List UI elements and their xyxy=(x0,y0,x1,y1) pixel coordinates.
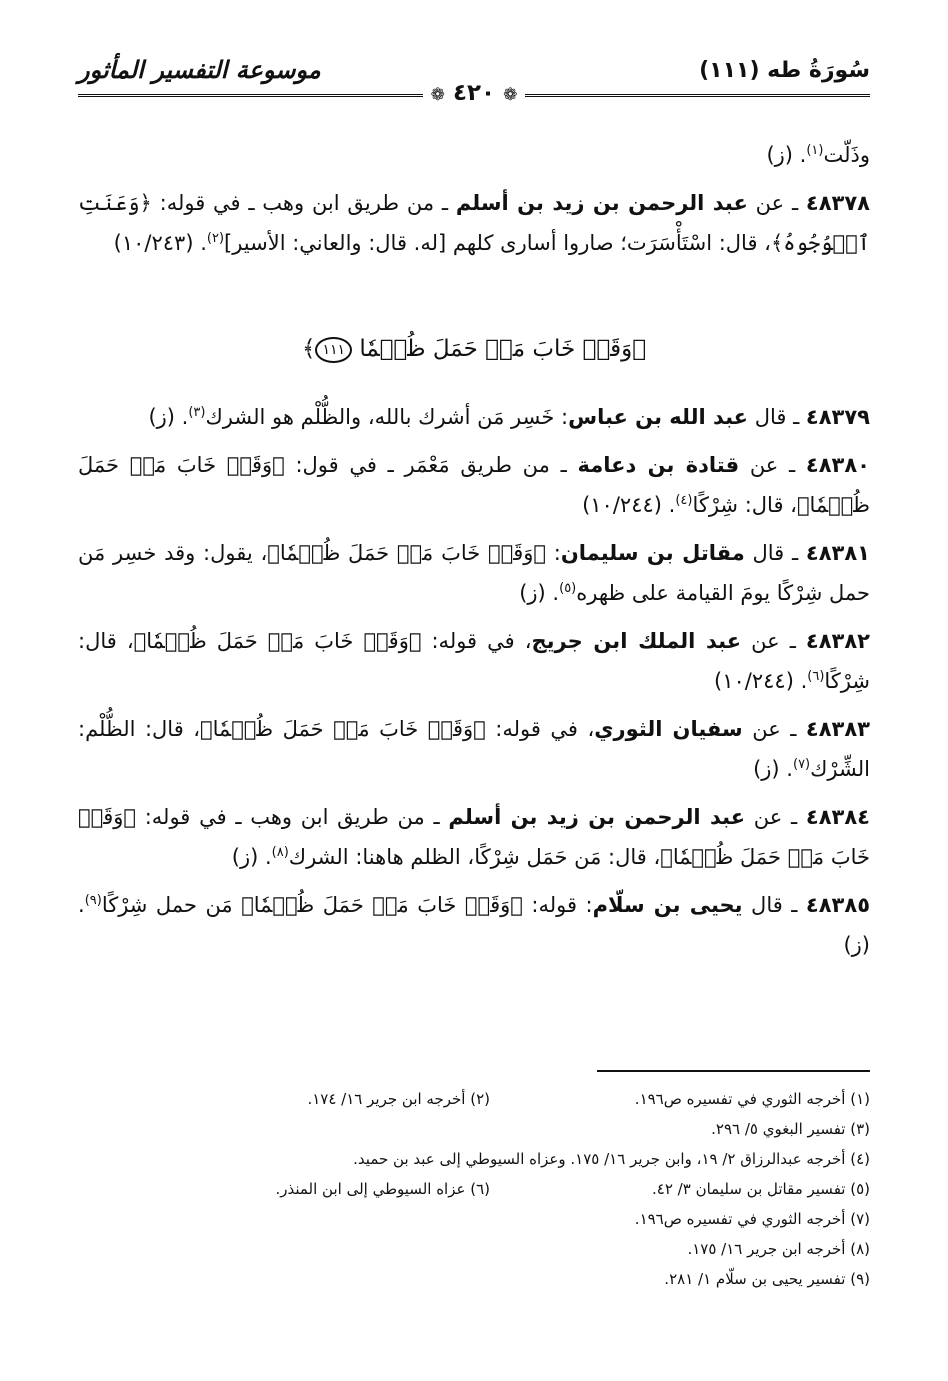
narrator-name: عبد الله بن عباس xyxy=(568,405,749,429)
chain-text: ، في قوله: xyxy=(421,629,532,653)
narrator-name: قتادة بن دعامة xyxy=(577,453,740,477)
chain-text: ـ من طريق ابن وهب ـ في قوله: xyxy=(136,805,449,829)
footnote-2: (٢) أخرجه ابن جرير ١٦/ ١٧٤. xyxy=(307,1090,490,1108)
entry-48379 xyxy=(78,397,870,437)
footnote-9: (٩) تفسير يحيى بن سلّام ١/ ٢٨١. xyxy=(664,1270,870,1288)
entry-48382 xyxy=(78,621,870,701)
footnote-ref: (٢) xyxy=(206,231,225,246)
footnote-row xyxy=(78,1114,870,1144)
entry-48380 xyxy=(78,445,870,525)
source-tag: . (١٠/٢٤٣) xyxy=(113,231,207,255)
entry-text: ، قال: شِرْكًا xyxy=(692,493,797,517)
footnote-4: (٤) أخرجه عبدالرزاق ٢/ ١٩، وابن جرير ١٦/ ١٧٥. وعزاه السيوطي إلى عبد بن حميد. xyxy=(353,1150,870,1168)
entry-number: ٤٨٣٨٠ xyxy=(805,453,870,477)
chain-text: ، في قوله: xyxy=(485,717,595,741)
chain-text: ـ من طريق مَعْمَر ـ في قول: xyxy=(284,453,578,477)
entry-48381 xyxy=(78,533,870,613)
page-number: ٤٢٠ xyxy=(452,80,496,106)
entry-connector: ـ عن xyxy=(745,805,806,829)
footnote-1: (١) أخرجه الثوري في تفسيره ص١٩٦. xyxy=(634,1090,870,1108)
footnote-5: (٥) تفسير مقاتل بن سليمان ٣/ ٤٢. xyxy=(652,1180,870,1198)
main-text xyxy=(78,135,870,973)
entry-text: ، يقول: وقد خسِر مَن حمل شِرْكًا يومَ القيامة على ظهره xyxy=(78,541,870,605)
narrator-name: يحيى بن سلّام xyxy=(592,893,743,917)
entry-48383 xyxy=(78,709,870,789)
entry-connector: ـ قال xyxy=(742,893,806,917)
narrator-name: عبد الرحمن بن زيد بن أسلم xyxy=(448,805,746,829)
footnote-ref: (٤) xyxy=(675,493,693,508)
source-tag: . (١٠/٢٤٤) xyxy=(582,493,676,517)
entry-connector: ـ قال xyxy=(744,541,806,565)
chain-text: : xyxy=(545,541,561,565)
footnote-ref: (٨) xyxy=(271,845,289,860)
footnote-8: (٨) أخرجه ابن جرير ١٦/ ١٧٥. xyxy=(687,1240,870,1258)
ornament-icon: ❁ xyxy=(503,85,518,105)
quran-quote: ﴿وَقَدۡ خَابَ مَنۡ حَمَلَ ظُلۡمٗا﴾ xyxy=(133,629,422,653)
source-tag: . (١٠/٢٤٤) xyxy=(714,669,808,693)
footnote-ref: (٣) xyxy=(188,405,206,420)
source-tag: . (ز) xyxy=(148,405,189,429)
source-tag: . (ز) xyxy=(231,845,272,869)
source-tag: . (ز) xyxy=(78,893,870,957)
ayah-heading xyxy=(78,329,870,369)
entry-text: : خَسِر مَن أشرك بالله، والظُّلْم هو الشرك xyxy=(205,405,569,429)
quran-quote: ﴿وَقَدۡ خَابَ مَنۡ حَمَلَ ظُلۡمٗا﴾ xyxy=(267,541,546,565)
entry-48385 xyxy=(78,885,870,965)
ayah-number-icon: ١١١ xyxy=(315,337,352,363)
entry-48378 xyxy=(78,183,870,263)
entry-text: ، قال: الظُّلْم: الشِّرْك xyxy=(78,717,870,781)
entry-connector: ـ عن xyxy=(747,191,806,215)
entry-connector: ـ عن xyxy=(741,629,806,653)
quran-quote: ﴿وَقَدۡ خَابَ مَنۡ حَمَلَ ظُلۡمٗا﴾ xyxy=(200,717,486,741)
footnote-row xyxy=(78,1084,870,1114)
entry-connector: ـ عن xyxy=(739,453,806,477)
narrator-name: عبد الملك ابن جريج xyxy=(531,629,742,653)
footnote-ref: (٩) xyxy=(84,893,102,908)
footnote-separator xyxy=(597,1070,870,1072)
quran-quote: ﴿وَقَدۡ خَابَ مَنۡ حَمَلَ ظُلۡمٗا﴾ xyxy=(241,893,523,917)
entry-number: ٤٨٣٧٨ xyxy=(805,191,870,215)
quran-quote: ﴿وَقَدۡ خَابَ مَنۡ حَمَلَ ظُلۡمٗا﴾ xyxy=(78,805,870,869)
entry-text: ، قال: اسْتَأْسَرَت؛ صاروا أسارى كلهم [له. قال: والعاني: الأسير] xyxy=(224,231,771,255)
entry-connector: ـ عن xyxy=(742,717,806,741)
quran-quote: ﴿وَعَنَتِ ٱلۡوُجُوهُ﴾ xyxy=(78,191,870,255)
header-rule-left xyxy=(78,94,423,97)
ayah-close-bracket: ﴾ xyxy=(301,336,316,362)
chain-text: ـ من طريق ابن وهب ـ في قوله: xyxy=(151,191,456,215)
footnote-row xyxy=(78,1204,870,1234)
entry-48384 xyxy=(78,797,870,877)
entry-text: ، قال: مَن حَمَل شِرْكًا، الظلم هاهنا: الشرك xyxy=(288,845,661,869)
footnotes xyxy=(78,1084,870,1294)
footnote-ref: (٥) xyxy=(559,581,577,596)
footnote-6: (٦) عزاه السيوطي إلى ابن المنذر. xyxy=(275,1180,490,1198)
page-header xyxy=(78,56,870,108)
page-number-block xyxy=(431,80,518,106)
entry-text: مَن حمل شِرْكًا xyxy=(101,893,242,917)
chain-text: : قوله: xyxy=(522,893,593,917)
continuation-line xyxy=(78,135,870,175)
footnote-7: (٧) أخرجه الثوري في تفسيره ص١٩٦. xyxy=(634,1210,870,1228)
ornament-icon: ❁ xyxy=(430,85,445,105)
entry-number: ٤٨٣٨٣ xyxy=(805,717,870,741)
continuation-text: وذَلّت xyxy=(823,143,870,167)
source-tag: . (ز) xyxy=(766,143,807,167)
footnote-ref: (١) xyxy=(806,143,824,158)
quran-quote: ﴿وَقَدۡ خَابَ مَنۡ حَمَلَ ظُلۡمٗا﴾ xyxy=(78,453,870,517)
footnote-row xyxy=(78,1234,870,1264)
header-rule-right xyxy=(525,94,870,97)
entry-number: ٤٨٣٨٤ xyxy=(805,805,870,829)
footnote-ref: (٦) xyxy=(807,669,825,684)
narrator-name: سفيان الثوري xyxy=(594,717,743,741)
footnote-3: (٣) تفسير البغوي ٥/ ٢٩٦. xyxy=(711,1120,870,1138)
footnote-row xyxy=(78,1144,870,1174)
narrator-name: مقاتل بن سليمان xyxy=(560,541,745,565)
source-tag: . (ز) xyxy=(519,581,560,605)
footnote-row xyxy=(78,1174,870,1204)
surah-header: سُورَةُ طه (١١١) xyxy=(699,58,870,83)
entry-number: ٤٨٣٨٢ xyxy=(805,629,870,653)
entry-number: ٤٨٣٨١ xyxy=(805,541,870,565)
entry-number: ٤٨٣٨٥ xyxy=(805,893,871,917)
narrator-name: عبد الرحمن بن زيد بن أسلم xyxy=(455,191,748,215)
footnote-row xyxy=(78,1264,870,1294)
entry-connector: ـ قال xyxy=(748,405,806,429)
footnote-ref: (٧) xyxy=(792,757,811,772)
source-tag: . (ز) xyxy=(753,757,793,781)
book-title: موسوعة التفسير المأثور xyxy=(78,56,321,84)
ayah-text: ﴿وَقَدۡ خَابَ مَنۡ حَمَلَ ظُلۡمٗا xyxy=(359,336,647,362)
entry-number: ٤٨٣٧٩ xyxy=(805,405,870,429)
entry-text: ، قال: شِرْكًا xyxy=(78,629,870,693)
